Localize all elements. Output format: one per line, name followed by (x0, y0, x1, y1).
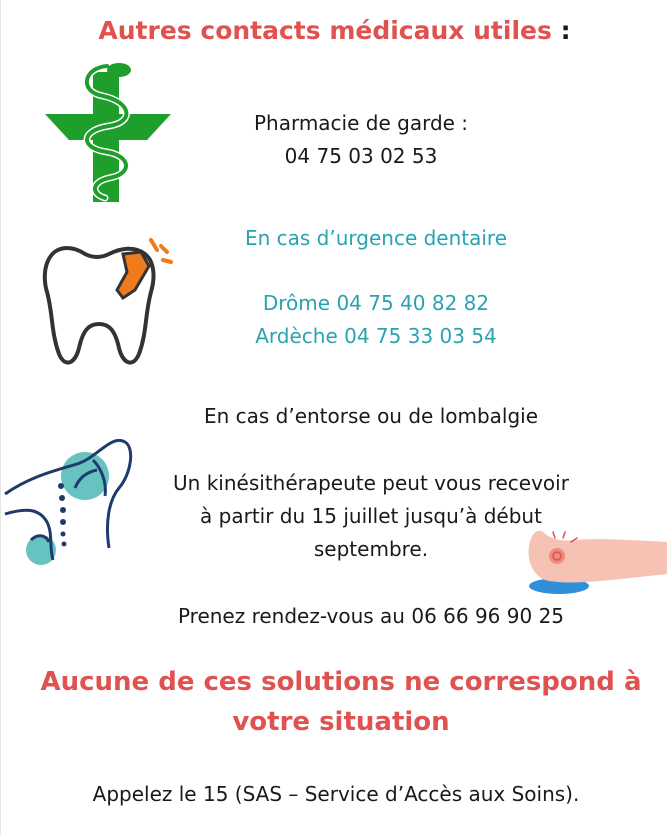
dental-drome: Drôme 04 75 40 82 82 (262, 291, 490, 315)
fallback-call: Appelez le 15 (SAS – Service d’Accès aux Soins). (92, 782, 580, 806)
pharmacy-phone: 04 75 03 02 53 (284, 144, 438, 168)
tooth-pain-icon (37, 232, 177, 372)
pharmacy-cross-icon (43, 62, 173, 204)
physio-line-2: à partir du 15 juillet jusqu’à début (200, 504, 542, 528)
fallback-heading-line-1: Aucune de ces solutions ne correspond à (40, 667, 642, 697)
physio-heading: En cas d’entorse ou de lombalgie (203, 404, 539, 428)
fallback-heading (21, 662, 661, 742)
sprained-ankle-icon (519, 528, 667, 596)
physio-line-3: septembre. (313, 537, 429, 561)
fallback-heading-line-2: votre situation (232, 707, 450, 737)
title-colon: : (560, 16, 571, 45)
pharmacy-label: Pharmacie de garde : (253, 111, 469, 135)
page-title (1, 16, 667, 45)
back-pain-icon (1, 430, 141, 570)
dental-ardeche: Ardèche 04 75 33 03 54 (255, 324, 497, 348)
dental-heading: En cas d’urgence dentaire (244, 226, 508, 250)
title-text: Autres contacts médicaux utiles (98, 16, 552, 45)
physio-line-1: Un kinésithérapeute peut vous recevoir (173, 471, 569, 495)
physio-appointment: Prenez rendez-vous au 06 66 96 90 25 (177, 604, 565, 628)
